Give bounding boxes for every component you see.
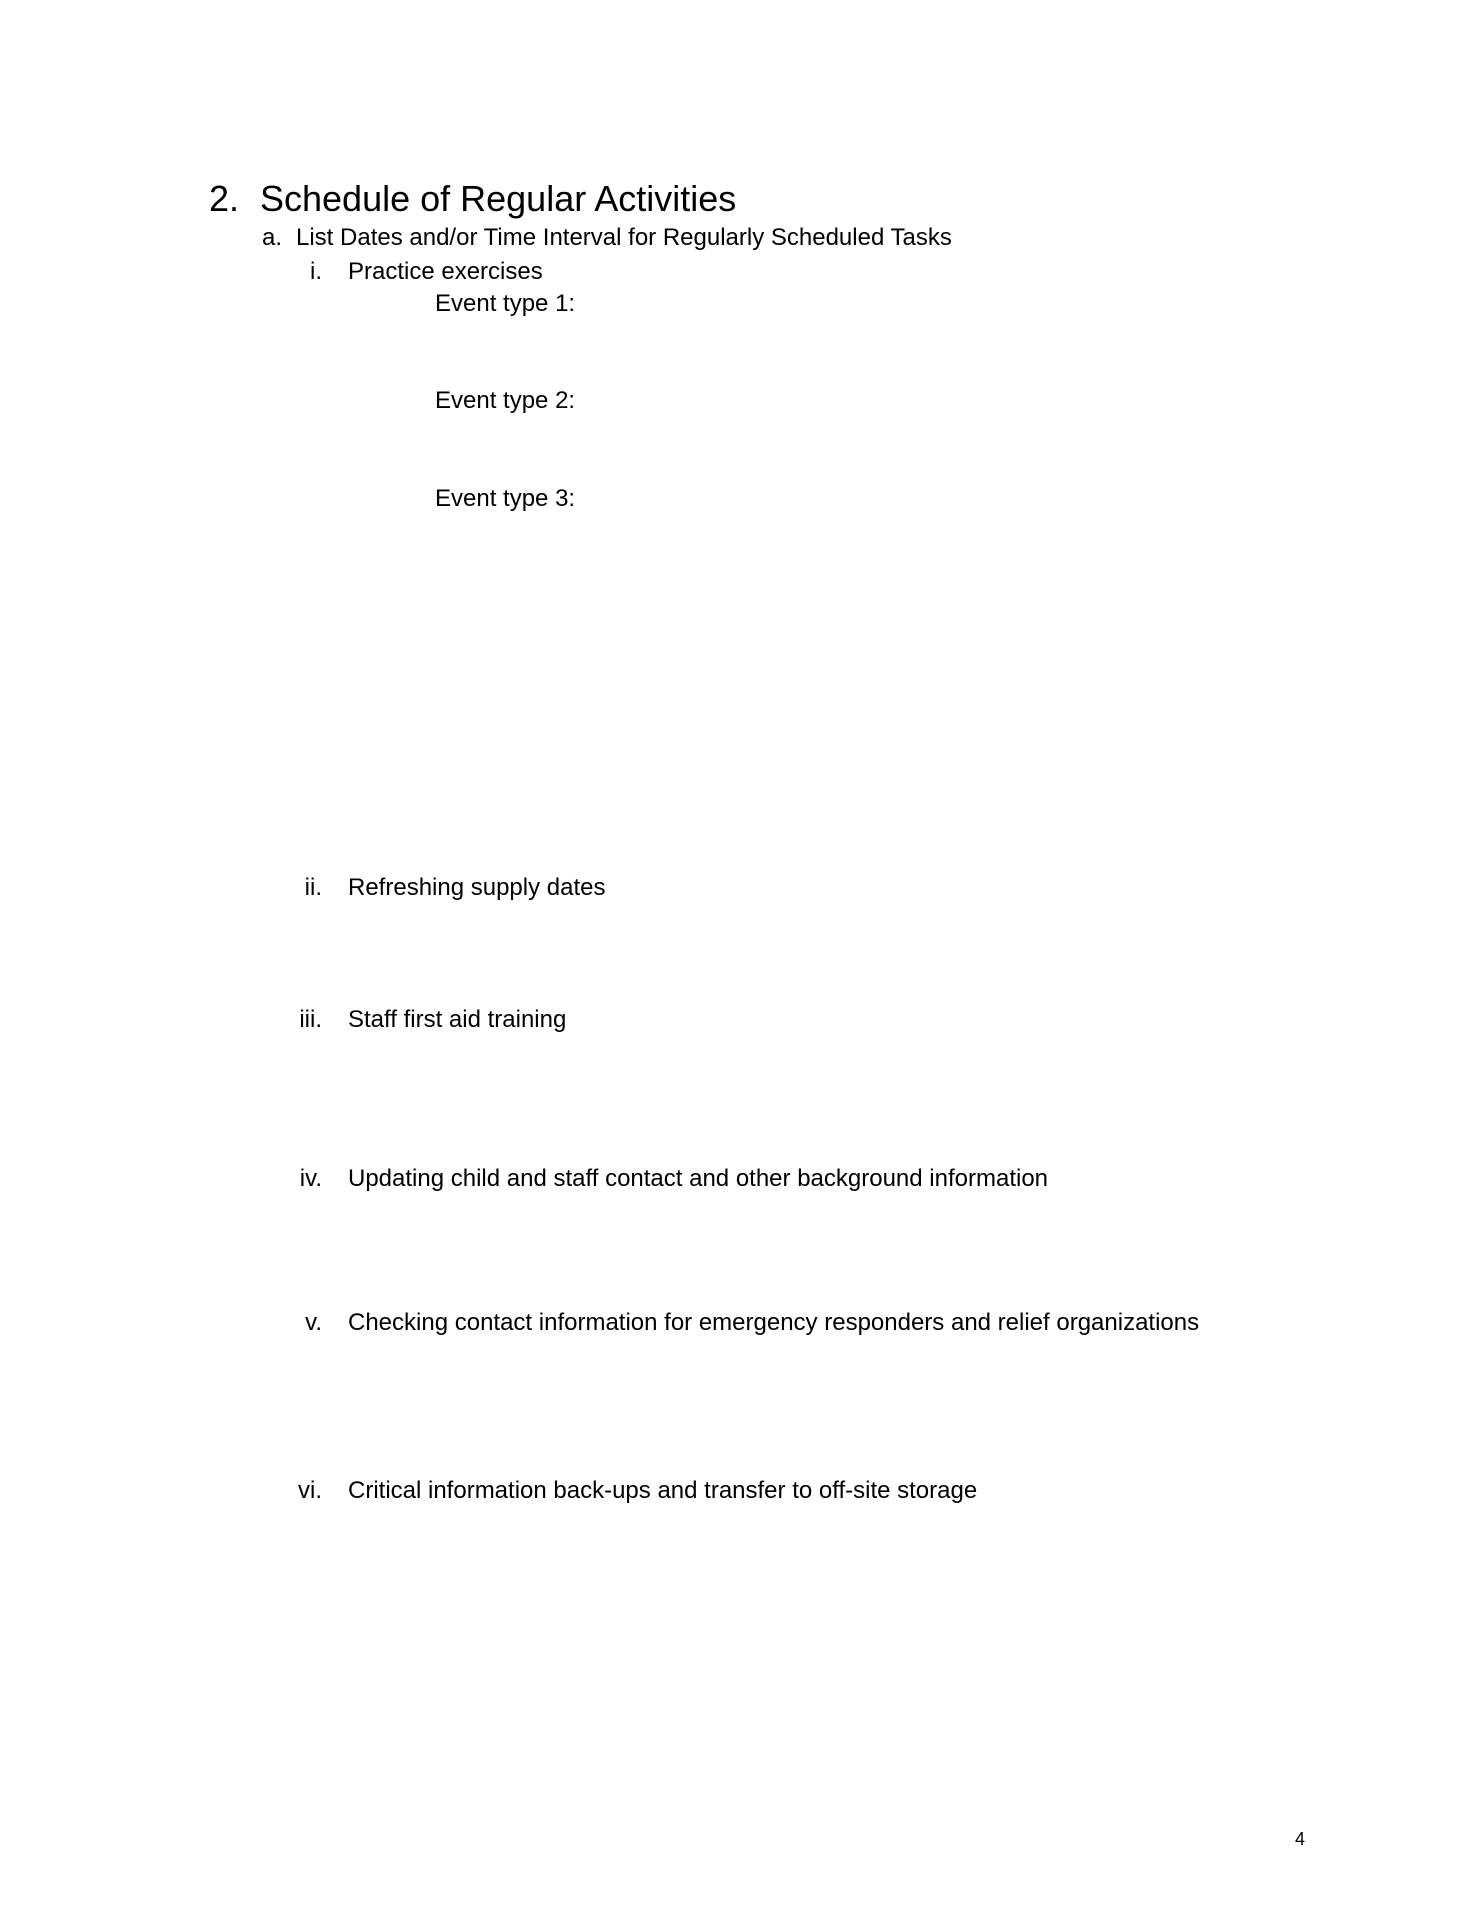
item-label: Checking contact information for emergency responders and relief organizations bbox=[348, 1309, 1200, 1336]
event-type-label: Event type 3: bbox=[435, 485, 576, 512]
item-numeral: iii. bbox=[299, 1006, 322, 1033]
item-label: Staff first aid training bbox=[348, 1006, 567, 1033]
event-type-label: Event type 2: bbox=[435, 387, 576, 414]
item-label: Updating child and staff contact and other background information bbox=[348, 1165, 1049, 1192]
subsection-letter: a. bbox=[262, 224, 283, 251]
item-numeral: v. bbox=[305, 1309, 322, 1336]
section-number: 2. bbox=[209, 178, 240, 219]
event-type-label: Event type 1: bbox=[435, 290, 576, 317]
item-label: Critical information back-ups and transfer to off-site storage bbox=[348, 1477, 978, 1504]
item-label: Practice exercises bbox=[348, 258, 543, 285]
item-numeral: vi. bbox=[298, 1477, 322, 1504]
item-numeral: i. bbox=[310, 258, 322, 285]
section-title: Schedule of Regular Activities bbox=[260, 178, 737, 219]
subsection-title: List Dates and/or Time Interval for Regularly Scheduled Tasks bbox=[296, 224, 952, 251]
item-numeral: iv. bbox=[299, 1165, 322, 1192]
item-numeral: ii. bbox=[304, 874, 322, 901]
item-label: Refreshing supply dates bbox=[348, 874, 606, 901]
page-number: 4 bbox=[1295, 1829, 1306, 1849]
